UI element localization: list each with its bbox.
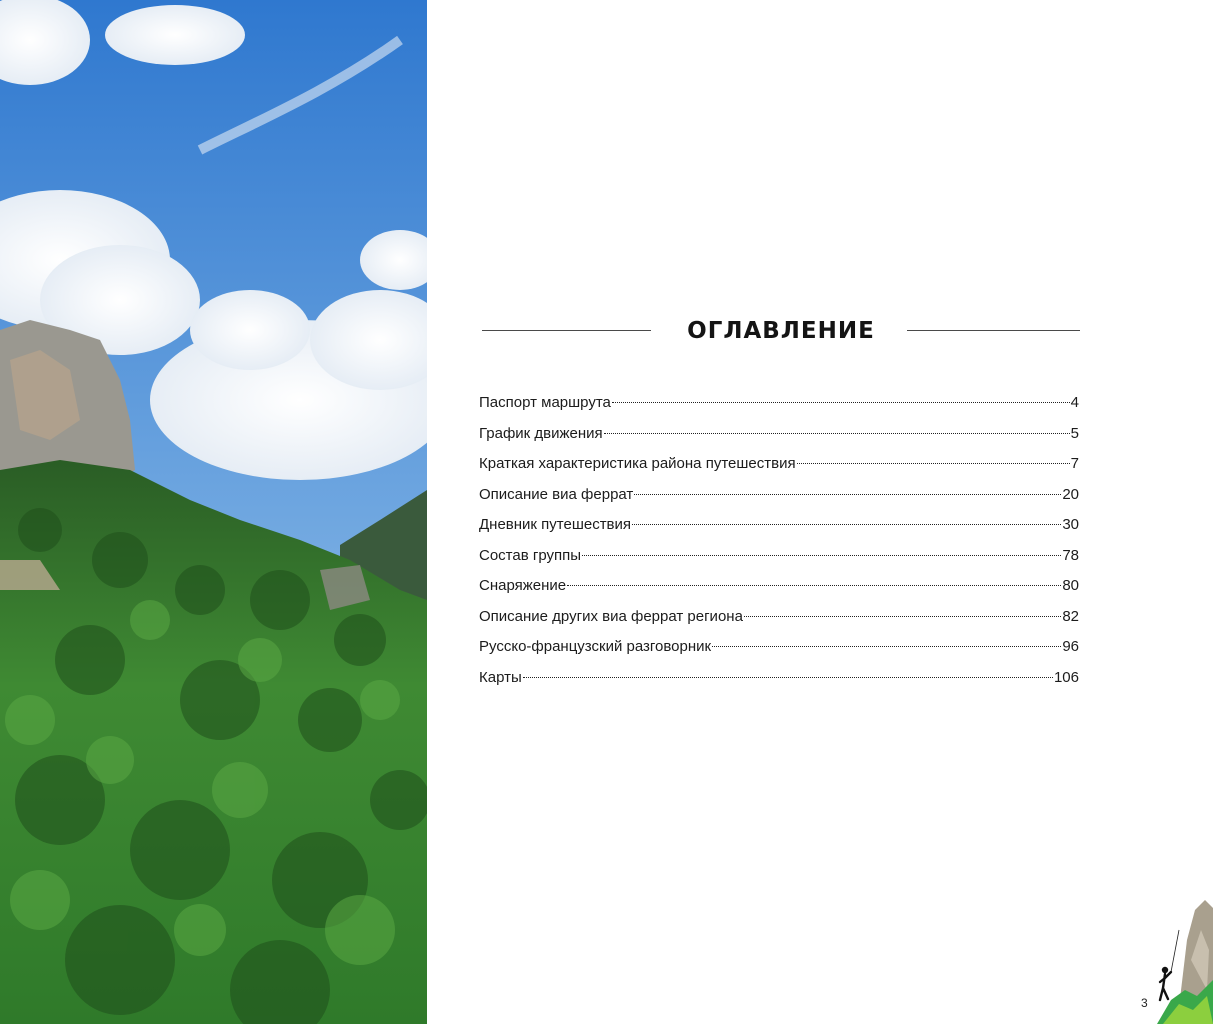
toc-entry[interactable] [479,425,1079,456]
toc-entry[interactable] [479,608,1079,639]
heading-rule-left [482,330,651,331]
heading-rule-right [907,330,1080,331]
toc-entry-label: Русско-французский разговорник [479,638,712,655]
toc-dot-leader [634,493,1061,495]
toc-dot-leader [523,676,1053,678]
toc-dot-leader [712,645,1061,647]
toc-entry-label: Снаряжение [479,577,567,594]
mountain-photo-illustration [0,0,427,1024]
toc-entry[interactable] [479,455,1079,486]
toc-entry-page: 20 [1062,485,1079,503]
toc-entry-page: 4 [1070,394,1079,411]
toc-entry[interactable] [479,394,1079,425]
toc-entry[interactable] [479,669,1079,700]
toc-entry[interactable] [479,577,1079,608]
toc-entry-page: 82 [1062,607,1079,625]
toc-entry[interactable] [479,547,1079,578]
toc-dot-leader [567,584,1061,586]
toc-entry-page: 78 [1062,546,1079,564]
toc-entry[interactable] [479,638,1079,669]
toc-entry-label: График движения [479,424,603,442]
toc-entry[interactable] [479,516,1079,547]
toc-dot-leader [612,401,1070,403]
toc-dot-leader [632,523,1061,525]
toc-entry-page: 7 [1070,455,1079,472]
toc-dot-leader [797,462,1070,464]
toc-entry-page: 106 [1053,668,1079,686]
page-number: 3 [1141,996,1148,1010]
toc-entry-label: Краткая характеристика района путешествия [479,455,796,472]
toc-entry-label: Состав группы [479,546,582,564]
climber-mountain-icon [1157,900,1213,1024]
contents-heading [482,312,1080,350]
toc-entry-label: Описание виа феррат [479,485,634,503]
toc-entry-page: 30 [1062,516,1079,533]
page-title: ОГЛАВЛЕНИЕ [687,318,875,344]
toc-dot-leader [582,554,1061,556]
toc-entry-page: 96 [1062,638,1079,655]
toc-entry-page: 80 [1062,577,1079,594]
toc-entry-label: Карты [479,668,522,686]
contents-page [427,0,1213,1024]
toc-entry-label: Описание других виа феррат региона [479,607,743,625]
toc-entry-label: Паспорт маршрута [479,394,611,411]
toc-entry-page: 5 [1070,424,1079,442]
toc-dot-leader [744,615,1061,617]
table-of-contents [479,394,1079,699]
toc-entry[interactable] [479,486,1079,517]
landscape-photo [0,0,427,1024]
toc-dot-leader [604,432,1070,434]
toc-entry-label: Дневник путешествия [479,516,632,533]
